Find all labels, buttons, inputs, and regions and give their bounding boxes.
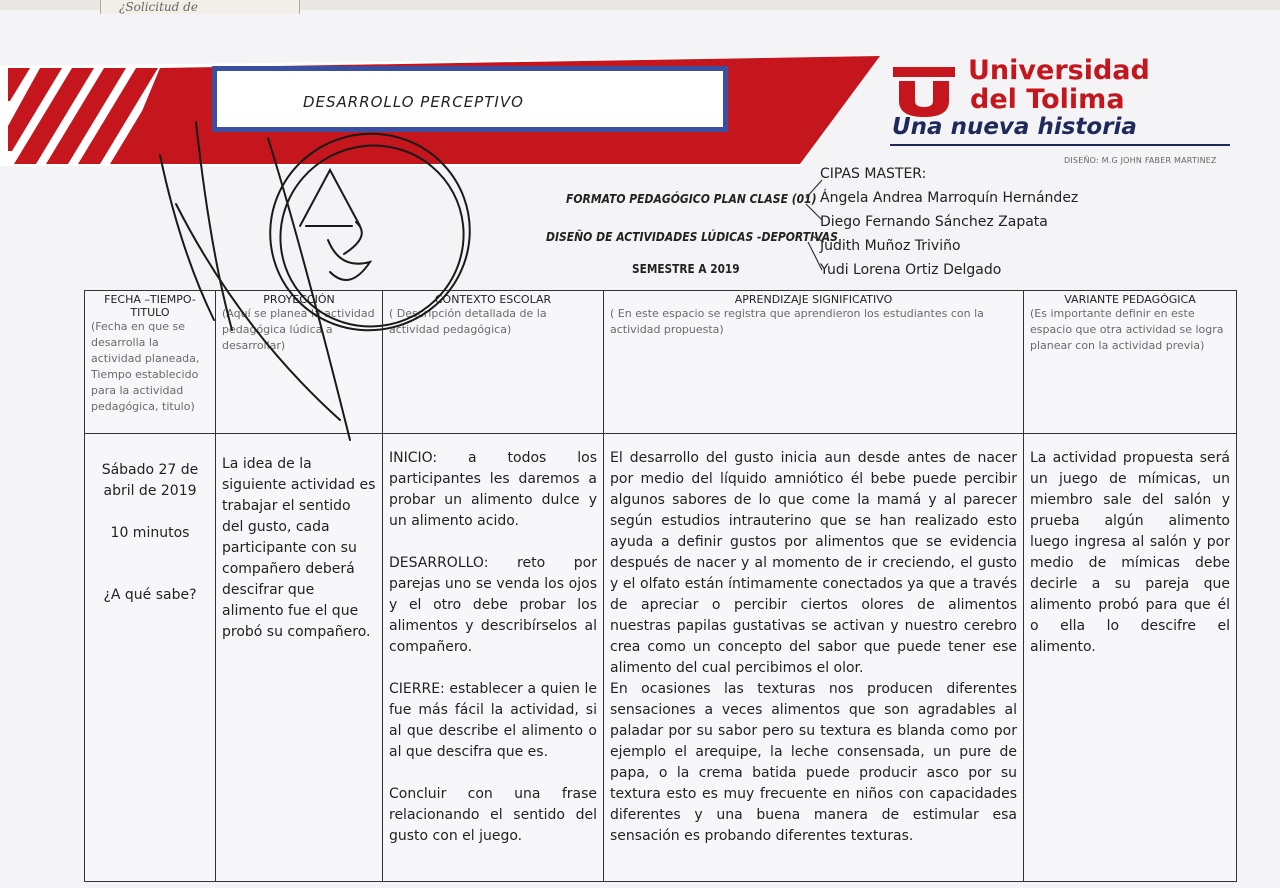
activity-date: Sábado 27 de abril de 2019 [101, 462, 199, 499]
university-name-line1: Universidad [968, 55, 1150, 86]
header-title: VARIANTE PEDAGÓGICA [1064, 293, 1196, 306]
header-description: (Fecha en que se desarrolla la actividad planeada, Tiempo establecido para la actividad pedagógica, titulo) [91, 320, 200, 413]
university-name-line2: del Tolima [970, 84, 1125, 115]
cell-meaningful-learning [604, 434, 1024, 882]
attached-note-text: ¿Solicitud de [119, 0, 198, 14]
table-header-row [85, 291, 1237, 434]
header-school-context [383, 291, 604, 434]
header-title: FECHA –TIEMPO-TITULO [104, 293, 196, 319]
attached-note-stub [100, 0, 300, 14]
activity-title: DESARROLLO PERCEPTIVO [303, 93, 524, 111]
cipas-member: Ángela Andrea Marroquín Hernández [820, 190, 1079, 206]
cipas-member: Judith Muñoz Triviño [820, 238, 961, 254]
header-pedagogical-variant [1024, 291, 1237, 434]
header-meaningful-learning [604, 291, 1024, 434]
cell-projection [216, 434, 383, 882]
context-closing: CIERRE: establecer a quien le fue más fácil la actividad, si al que describe el alimento o al que descifra que es. [389, 681, 597, 760]
header-title: CONTEXTO ESCOLAR [434, 293, 552, 306]
activity-design-title: DISEÑO DE ACTIVIDADES LÚDICAS -DEPORTIVAS [546, 230, 838, 244]
university-name [968, 56, 1150, 114]
designer-credit: DISEÑO: M.G JOHN FABER MARTINEZ [1064, 156, 1217, 165]
activity-duration: 10 minutos [110, 525, 190, 541]
projection-text: La idea de la siguiente actividad es trabajar el sentido del gusto, cada participante con su compañero deberá descifrar que alimento fue el que probó su compañero. [222, 456, 376, 640]
cell-date-time-title [85, 434, 216, 882]
format-title: FORMATO PEDAGÓGICO PLAN CLASE (01) [566, 192, 817, 206]
university-logo-icon [893, 67, 955, 117]
slogan-divider [890, 144, 1230, 146]
grade-mark-text: 4.7 [0, 0, 2, 1]
header-description: (Aquí se planea la actividad pedagógica lúdica a desarrollar) [222, 307, 375, 352]
cipas-member: Diego Fernando Sánchez Zapata [820, 214, 1048, 230]
context-conclusion: Concluir con una frase relacionando el sentido del gusto con el juego. [389, 786, 597, 844]
cell-pedagogical-variant [1024, 434, 1237, 882]
cipas-block [820, 162, 1078, 282]
context-start: INICIO: a todos los participantes les daremos a probar un alimento dulce y un alimento acido. [389, 450, 597, 529]
cell-school-context [383, 434, 604, 882]
header-title: APRENDIZAJE SIGNIFICATIVO [734, 293, 893, 306]
header-date-time-title [85, 291, 216, 434]
activity-name: ¿A qué sabe? [103, 587, 197, 603]
header-description: ( En este espacio se registra que aprendieron los estudiantes con la actividad propuesta) [610, 307, 984, 336]
header-projection [216, 291, 383, 434]
semester-label: SEMESTRE A 2019 [632, 262, 740, 276]
header-description: ( Descripción detallada de la actividad pedagógica) [389, 307, 547, 336]
learning-paragraph: El desarrollo del gusto inicia aun desde antes de nacer por medio del líquido amniótico él bebe puede percibir algunos sabores de lo que come la mamá y al parecer según estudios intrauterino que se han realizado esto ayuda a definir gustos por alimentos que se evidencia después de nacer y al momento de ir creciendo, el gusto y el olfato están íntimamente conectados ya que a través de apreciar o percibir ciertos olores de alimentos nuestras papilas gustativas se activan y nuestro cerebro crea como un concepto del sabor que puede tener ese alimento del cual percibimos el olor. [610, 450, 1017, 676]
university-slogan: Una nueva historia [892, 114, 1137, 140]
header-description: (Es importante definir en este espacio que otra actividad se logra planear con la actividad previa) [1030, 307, 1224, 352]
variant-text: La actividad propuesta será un juego de mímicas, un miembro sale del salón y prueba algún alimento luego ingresa al salón y por medio de mímicas debe decirle a su pareja que alimento probó para que él o ella lo descifre el alimento. [1030, 450, 1230, 655]
context-development: DESARROLLO: reto por parejas uno se venda los ojos y el otro debe probar los alimentos y describírselos al compañero. [389, 555, 597, 655]
learning-paragraph: En ocasiones las texturas nos producen diferentes sensaciones a veces alimentos que son agradables al paladar por su sabor pero su textura es blanda como por ejemplo el arequipe, la leche consensada, un pure de papa, o la crema batida puede producir asco por su textura esto es muy frecuente en niños con capacidades diferentes y una buena manera de estimular esa sensación es probando diferentes texturas. [610, 681, 1017, 844]
lesson-plan-table [84, 290, 1237, 882]
header-title: PROYECCIÓN [263, 293, 335, 306]
cipas-member: Yudi Lorena Ortiz Delgado [820, 262, 1002, 278]
activity-title-box [212, 66, 728, 132]
table-row [85, 434, 1237, 882]
cipas-label: CIPAS MASTER: [820, 166, 927, 182]
